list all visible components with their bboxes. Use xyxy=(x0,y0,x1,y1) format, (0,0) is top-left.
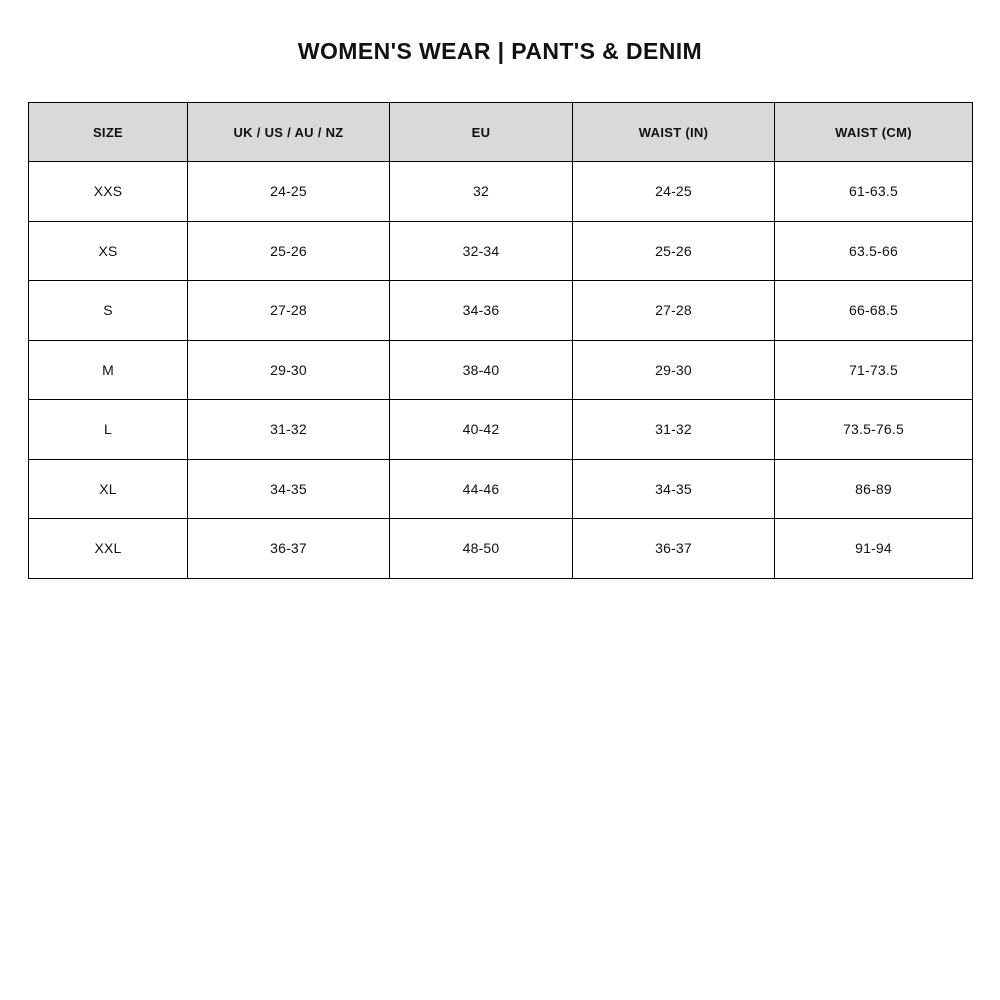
cell-uk-us-au-nz: 34-35 xyxy=(188,459,390,519)
cell-size: M xyxy=(29,340,188,400)
page-title: WOMEN'S WEAR | PANT'S & DENIM xyxy=(297,38,703,64)
cell-size: XXS xyxy=(29,162,188,222)
cell-size: XL xyxy=(29,459,188,519)
cell-waist-in: 34-35 xyxy=(573,459,775,519)
cell-eu: 48-50 xyxy=(390,519,573,579)
cell-waist-cm: 73.5-76.5 xyxy=(775,400,973,460)
cell-uk-us-au-nz: 31-32 xyxy=(188,400,390,460)
cell-eu: 40-42 xyxy=(390,400,573,460)
cell-size: S xyxy=(29,281,188,341)
column-header-uk-us-au-nz: UK / US / AU / NZ xyxy=(188,103,390,162)
cell-waist-in: 27-28 xyxy=(573,281,775,341)
cell-size: XS xyxy=(29,221,188,281)
cell-waist-in: 29-30 xyxy=(573,340,775,400)
table-body xyxy=(29,162,973,579)
column-header-eu: EU xyxy=(390,103,573,162)
cell-waist-cm: 66-68.5 xyxy=(775,281,973,341)
column-header-size: SIZE xyxy=(29,103,188,162)
size-chart-table xyxy=(28,102,973,579)
cell-eu: 32-34 xyxy=(390,221,573,281)
table-row xyxy=(29,281,973,341)
cell-size: XXL xyxy=(29,519,188,579)
cell-waist-cm: 61-63.5 xyxy=(775,162,973,222)
cell-waist-cm: 71-73.5 xyxy=(775,340,973,400)
cell-eu: 44-46 xyxy=(390,459,573,519)
cell-uk-us-au-nz: 36-37 xyxy=(188,519,390,579)
cell-eu: 38-40 xyxy=(390,340,573,400)
cell-uk-us-au-nz: 29-30 xyxy=(188,340,390,400)
cell-waist-cm: 63.5-66 xyxy=(775,221,973,281)
cell-waist-cm: 86-89 xyxy=(775,459,973,519)
cell-uk-us-au-nz: 24-25 xyxy=(188,162,390,222)
cell-waist-in: 24-25 xyxy=(573,162,775,222)
table-row xyxy=(29,221,973,281)
cell-waist-in: 25-26 xyxy=(573,221,775,281)
table-header-row xyxy=(29,103,973,162)
column-header-waist-in: WAIST (IN) xyxy=(573,103,775,162)
cell-uk-us-au-nz: 25-26 xyxy=(188,221,390,281)
cell-waist-cm: 91-94 xyxy=(775,519,973,579)
table-row xyxy=(29,340,973,400)
size-chart-table-wrapper xyxy=(28,102,972,579)
cell-waist-in: 36-37 xyxy=(573,519,775,579)
table-row xyxy=(29,459,973,519)
cell-uk-us-au-nz: 27-28 xyxy=(188,281,390,341)
table-row xyxy=(29,519,973,579)
table-header xyxy=(29,103,973,162)
table-row xyxy=(29,400,973,460)
table-row xyxy=(29,162,973,222)
cell-waist-in: 31-32 xyxy=(573,400,775,460)
cell-eu: 34-36 xyxy=(390,281,573,341)
column-header-waist-cm: WAIST (CM) xyxy=(775,103,973,162)
cell-size: L xyxy=(29,400,188,460)
cell-eu: 32 xyxy=(390,162,573,222)
